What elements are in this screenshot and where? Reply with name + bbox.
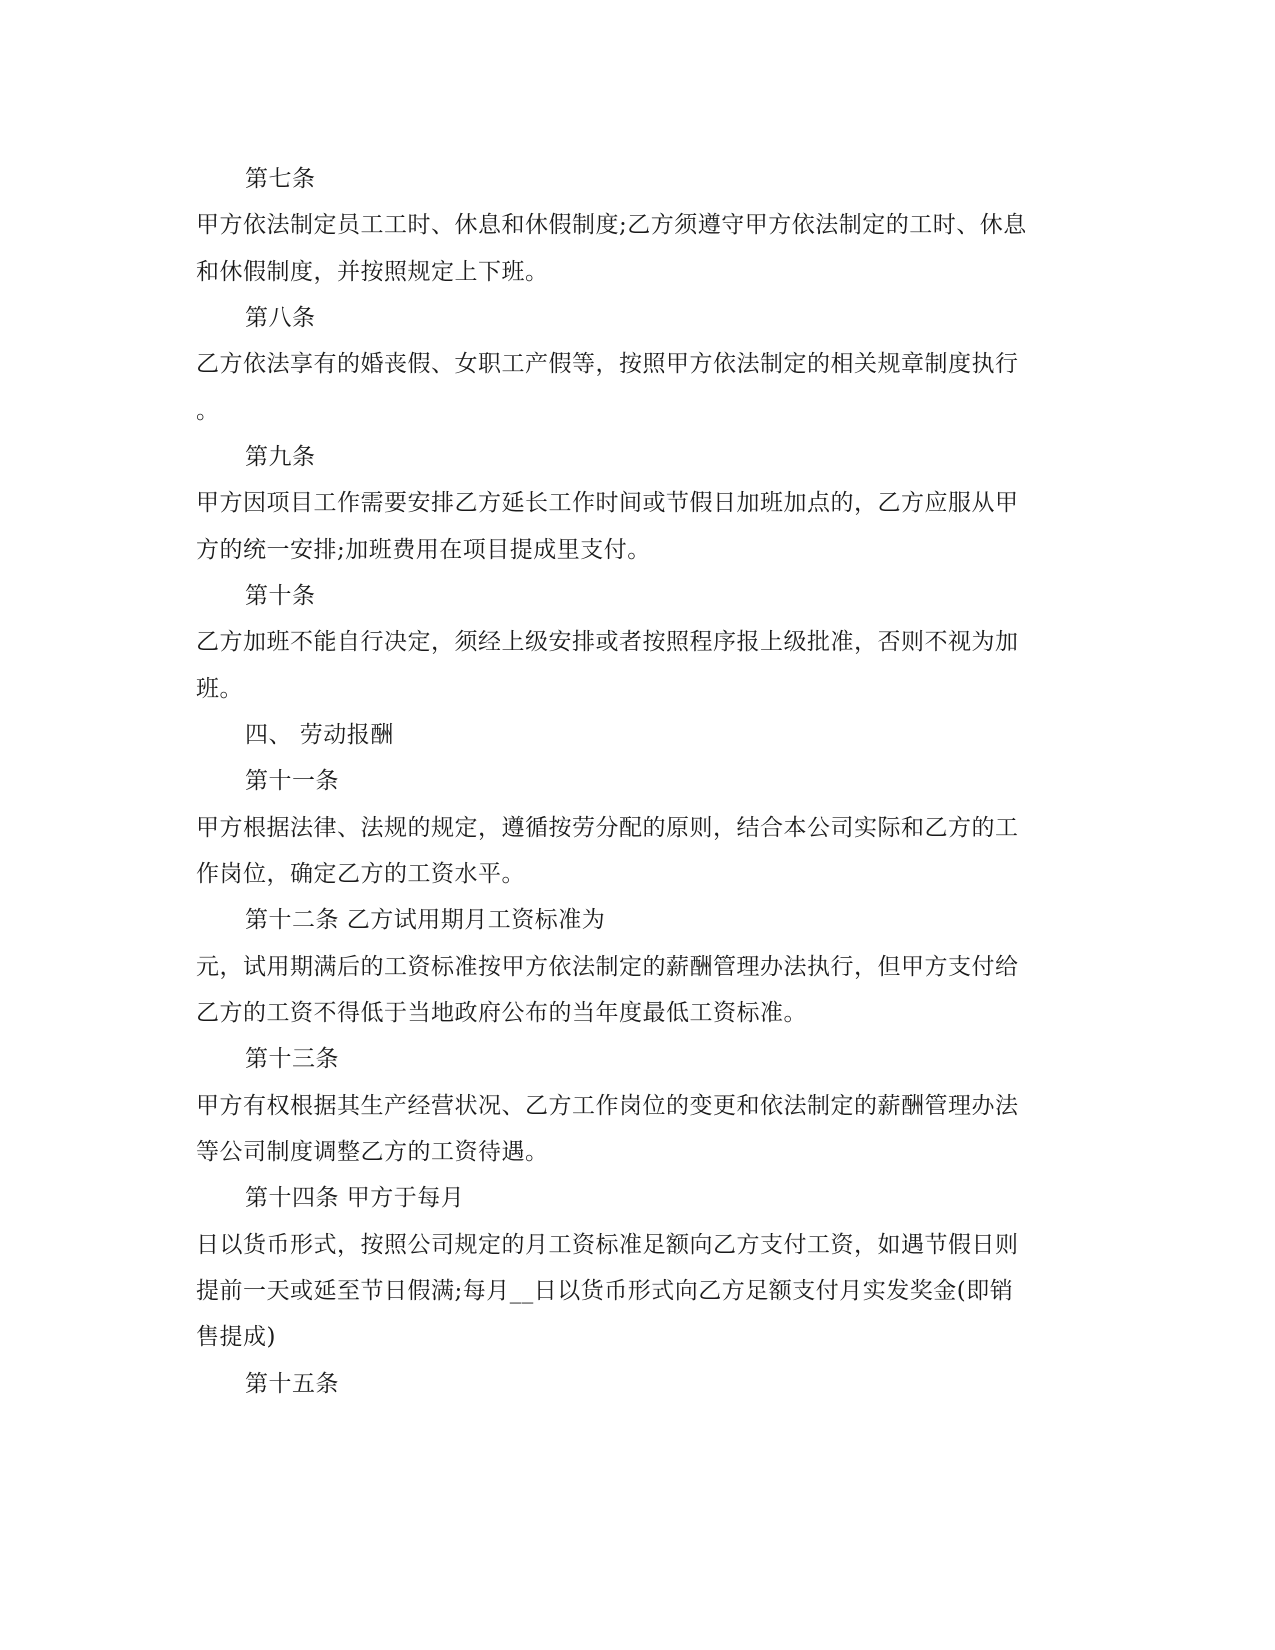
section-4-heading: 四、 劳动报酬	[245, 722, 394, 748]
article-9-text-line-1: 甲方因项目工作需要安排乙方延长工作时间或节假日加班加点的，乙方应服从甲	[196, 490, 1019, 516]
article-10-text-line-1: 乙方加班不能自行决定，须经上级安排或者按照程序报上级批准，否则不视为加	[196, 629, 1019, 655]
article-8-text-line-2: 。	[196, 398, 220, 424]
article-12-text-line-1: 元，试用期满后的工资标准按甲方依法制定的薪酬管理办法执行，但甲方支付给	[196, 954, 1019, 980]
article-14-text-line-3: 售提成)	[196, 1324, 276, 1350]
article-15-heading: 第十五条	[245, 1371, 339, 1397]
article-9-heading: 第九条	[245, 444, 316, 470]
article-12-heading: 第十二条 乙方试用期月工资标准为	[245, 907, 606, 933]
article-10-text-line-2: 班。	[196, 676, 243, 702]
article-11-text-line-2: 作岗位，确定乙方的工资水平。	[196, 861, 525, 887]
article-13-heading: 第十三条	[245, 1046, 339, 1072]
article-10-heading: 第十条	[245, 583, 316, 609]
article-8-text-line-1: 乙方依法享有的婚丧假、女职工产假等，按照甲方依法制定的相关规章制度执行	[196, 351, 1019, 377]
article-11-heading: 第十一条	[245, 768, 339, 794]
article-7-text-line-2: 和休假制度，并按照规定上下班。	[196, 259, 549, 285]
article-13-text-line-1: 甲方有权根据其生产经营状况、乙方工作岗位的变更和依法制定的薪酬管理办法	[196, 1093, 1019, 1119]
article-13-text-line-2: 等公司制度调整乙方的工资待遇。	[196, 1139, 549, 1165]
article-7-text-line-1: 甲方依法制定员工工时、休息和休假制度;乙方须遵守甲方依法制定的工时、休息	[196, 212, 1027, 238]
article-11-text-line-1: 甲方根据法律、法规的规定，遵循按劳分配的原则，结合本公司实际和乙方的工	[196, 815, 1019, 841]
article-12-text-line-2: 乙方的工资不得低于当地政府公布的当年度最低工资标准。	[196, 1000, 807, 1026]
article-14-text-line-2: 提前一天或延至节日假满;每月__日以货币形式向乙方足额支付月实发奖金(即销	[196, 1278, 1014, 1304]
article-8-heading: 第八条	[245, 305, 316, 331]
article-9-text-line-2: 方的统一安排;加班费用在项目提成里支付。	[196, 537, 651, 563]
article-7-heading: 第七条	[245, 166, 316, 192]
article-14-text-line-1: 日以货币形式，按照公司规定的月工资标准足额向乙方支付工资，如遇节假日则	[196, 1232, 1019, 1258]
article-14-heading: 第十四条 甲方于每月	[245, 1185, 465, 1211]
